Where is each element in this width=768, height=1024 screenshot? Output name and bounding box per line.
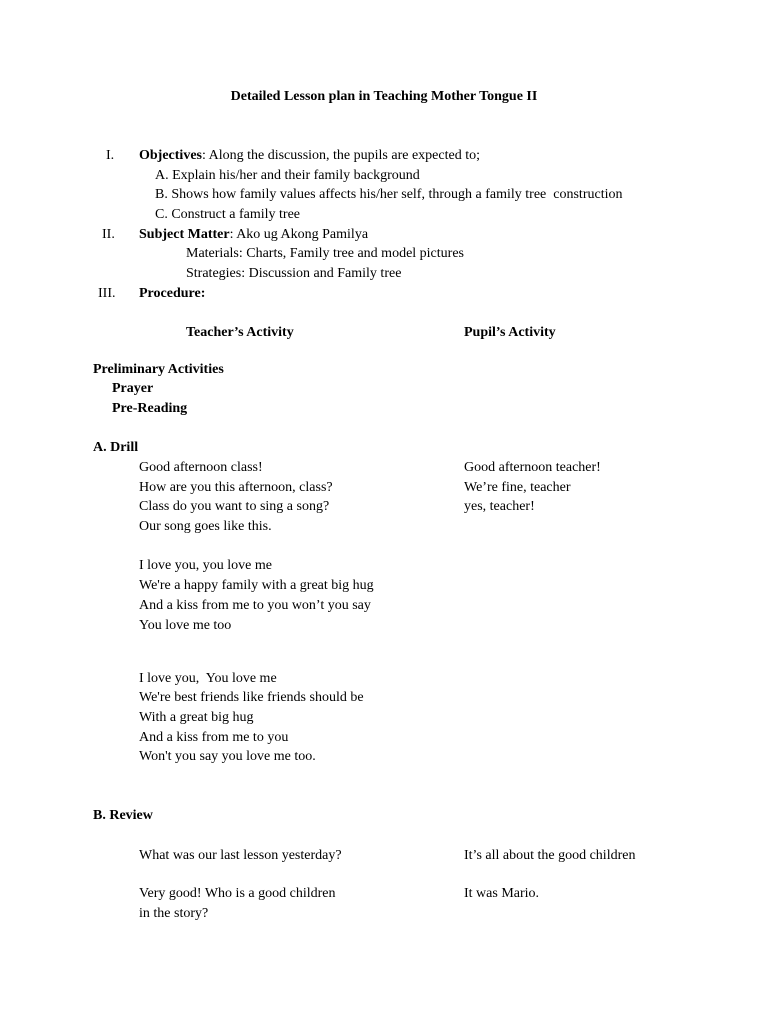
- review-answer: It’s all about the good children: [464, 848, 636, 863]
- objectives-intro: : Along the discussion, the pupils are expected to;: [201, 148, 480, 163]
- subject-matter-line: [139, 226, 368, 244]
- song-line: We're best friends like friends should be: [139, 690, 364, 705]
- subject-matter-value: : Ako ug Akong Pamilya: [229, 227, 369, 242]
- song-line: Won't you say you love me too.: [139, 749, 316, 764]
- drill-heading: A. Drill: [93, 440, 139, 455]
- review-question: Very good! Who is a good children: [139, 886, 336, 901]
- review-heading: B. Review: [93, 808, 153, 823]
- document-title: Detailed Lesson plan in Teaching Mother Tongue II: [230, 89, 538, 104]
- procedure-label: Procedure:: [139, 286, 206, 301]
- song-line: I love you, you love me: [139, 558, 272, 573]
- objectives-numeral: I.: [106, 148, 115, 163]
- teacher-line: Our song goes like this.: [139, 519, 272, 534]
- pupil-line: yes, teacher!: [464, 499, 535, 514]
- objective-item: B. Shows how family values affects his/her self, through a family tree construction: [155, 187, 623, 202]
- pupil-line: Good afternoon teacher!: [464, 460, 601, 475]
- review-question: What was our last lesson yesterday?: [139, 848, 342, 863]
- materials-line: Materials: Charts, Family tree and model pictures: [186, 246, 464, 261]
- pupil-line: We’re fine, teacher: [464, 480, 571, 495]
- pupil-activity-header: Pupil’s Activity: [464, 325, 556, 340]
- song-line: And a kiss from me to you: [139, 730, 289, 745]
- strategies-line: Strategies: Discussion and Family tree: [186, 266, 402, 281]
- objectives-line: [139, 147, 480, 165]
- song-line: We're a happy family with a great big hug: [139, 578, 374, 593]
- subject-matter-numeral: II.: [102, 227, 115, 242]
- teacher-line: Good afternoon class!: [139, 460, 263, 475]
- teacher-activity-header: Teacher’s Activity: [186, 325, 294, 340]
- teacher-line: Class do you want to sing a song?: [139, 499, 330, 514]
- objectives-label: Objectives: [139, 148, 202, 163]
- review-answer: It was Mario.: [464, 886, 540, 901]
- objective-item: A. Explain his/her and their family background: [155, 168, 420, 183]
- pre-reading-heading: Pre-Reading: [112, 401, 188, 416]
- objective-item: C. Construct a family tree: [155, 207, 301, 222]
- teacher-line: How are you this afternoon, class?: [139, 480, 333, 495]
- subject-matter-label: Subject Matter: [139, 227, 230, 242]
- song-line: I love you, You love me: [139, 671, 277, 686]
- song-line: With a great big hug: [139, 710, 254, 725]
- procedure-numeral: III.: [98, 286, 116, 301]
- song-line: You love me too: [139, 618, 232, 633]
- prayer-heading: Prayer: [112, 381, 154, 396]
- song-line: And a kiss from me to you won’t you say: [139, 598, 371, 613]
- review-question-continued: in the story?: [139, 906, 209, 921]
- preliminary-heading: Preliminary Activities: [93, 362, 224, 377]
